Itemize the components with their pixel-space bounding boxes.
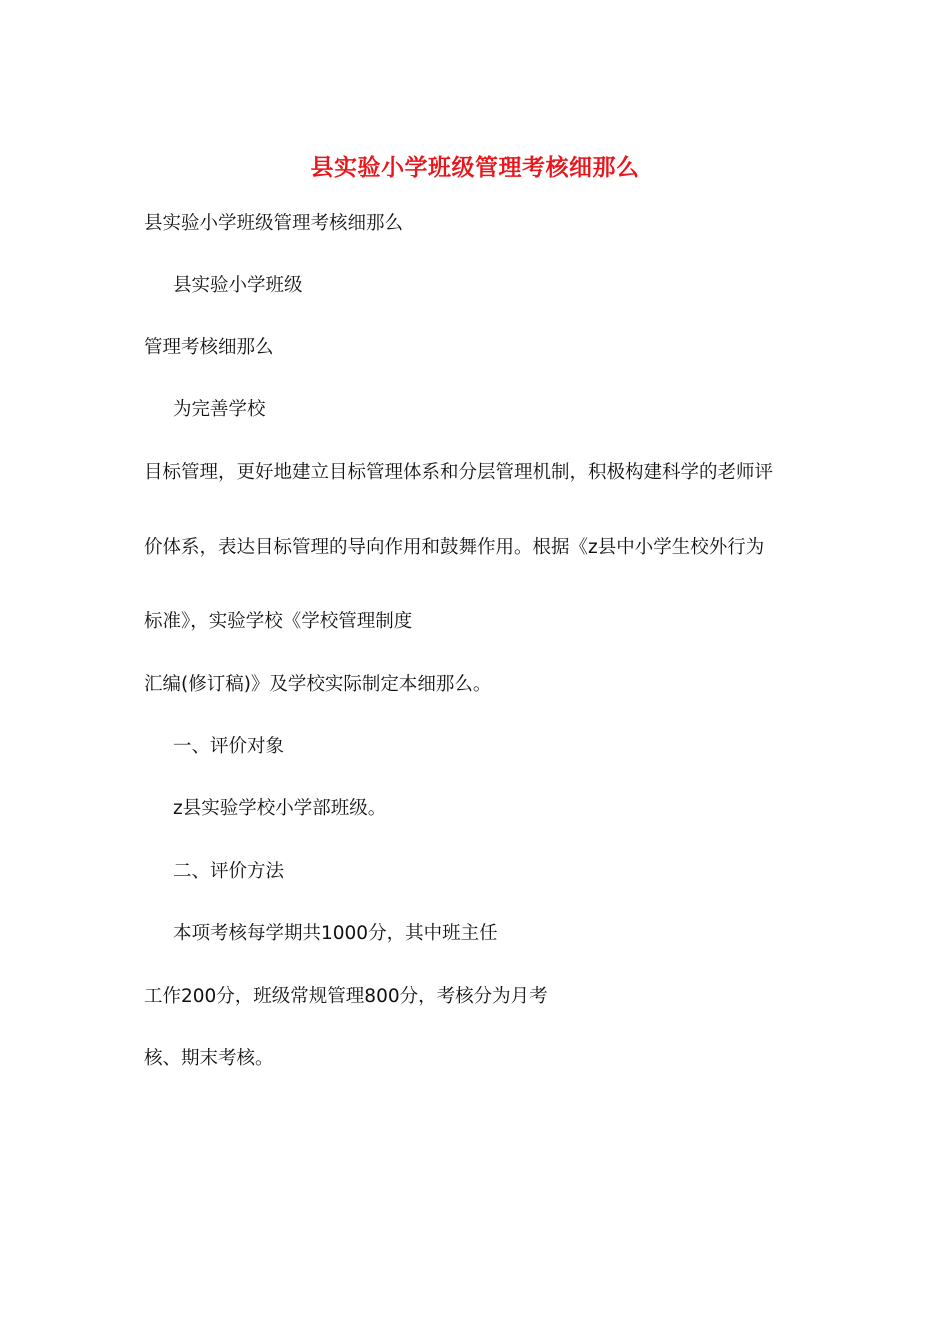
section-heading: 一、评价对象 — [173, 736, 285, 757]
paragraph-line: 工作200分，班级常规管理800分，考核分为月考 — [144, 986, 548, 1007]
section-heading: 二、评价方法 — [173, 861, 285, 882]
paragraph-line: 目标管理，更好地建立目标管理体系和分层管理机制，积极构建科学的老师评 — [144, 462, 774, 483]
paragraph-line: 标准》，实验学校《学校管理制度 — [144, 611, 413, 632]
paragraph-line: 县实验小学班级管理考核细那么 — [144, 213, 404, 234]
paragraph-line: 为完善学校 — [173, 399, 266, 420]
paragraph-line: 本项考核每学期共1000分，其中班主任 — [173, 923, 498, 944]
paragraph-line: 价体系，表达目标管理的导向作用和鼓舞作用。根据《z县中小学生校外行为 — [144, 537, 765, 558]
paragraph-line: 县实验小学班级 — [173, 275, 303, 296]
paragraph-line: z县实验学校小学部班级。 — [173, 798, 387, 819]
paragraph-line: 管理考核细那么 — [144, 337, 274, 358]
document-title: 县实验小学班级管理考核细那么 — [310, 154, 640, 181]
paragraph-line: 核、期末考核。 — [144, 1048, 274, 1069]
paragraph-line: 汇编(修订稿)》及学校实际制定本细那么。 — [144, 674, 492, 695]
